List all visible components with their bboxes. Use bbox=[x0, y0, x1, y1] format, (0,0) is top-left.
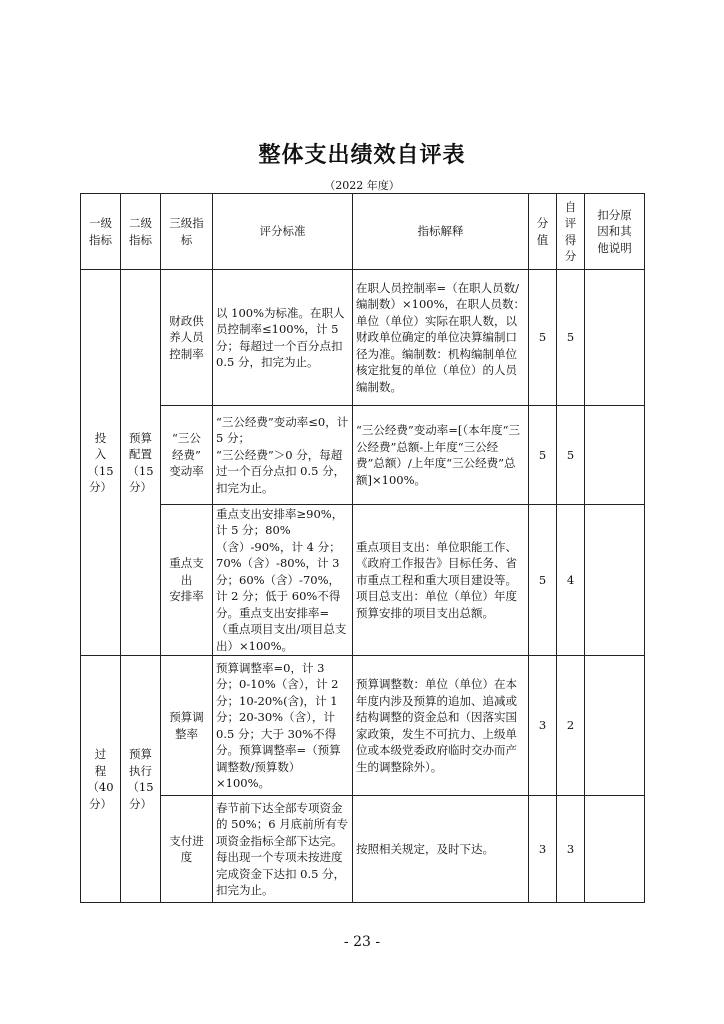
header-self-score: 自 评 得 分 bbox=[557, 194, 585, 270]
document-subtitle: （2022 年度） bbox=[324, 179, 400, 192]
table-row bbox=[81, 406, 645, 505]
self-score-cell: 3 bbox=[557, 796, 585, 903]
score-cell: 5 bbox=[529, 505, 557, 656]
level3-cell: “三公 经费” 变动率 bbox=[161, 406, 213, 505]
self-score-cell: 2 bbox=[557, 656, 585, 796]
header-explanation: 指标解释 bbox=[353, 194, 529, 270]
header-level1: 一级 指标 bbox=[81, 194, 121, 270]
note-cell bbox=[585, 656, 645, 796]
header-level3: 三级指 标 bbox=[161, 194, 213, 270]
explanation-cell: “三公经费”变动率=[（本年度“三公经费”总额-上年度“三公经费”总额）/上年度“三公经费”总额]×100%。 bbox=[353, 406, 529, 505]
explanation-cell: 按照相关规定，及时下达。 bbox=[353, 796, 529, 903]
standard-cell: 春节前下达全部专项资金的 50%；6 月底前所有专项资金指标全部下达完。每出现一个专项未按进度完成资金下达扣 0.5 分，扣完为止。 bbox=[213, 796, 353, 903]
standard-cell: 以 100%为标准。在职人员控制率≤100%，计 5 分；每超过一个百分点扣 0.5 分，扣完为止。 bbox=[213, 270, 353, 406]
note-cell bbox=[585, 270, 645, 406]
document-title: 整体支出绩效自评表 bbox=[258, 142, 466, 168]
level1-cell: 过 程 （40 分） bbox=[81, 656, 121, 903]
score-cell: 3 bbox=[529, 656, 557, 796]
level3-cell: 支付进 度 bbox=[161, 796, 213, 903]
level3-cell: 预算调 整率 bbox=[161, 656, 213, 796]
self-score-cell: 5 bbox=[557, 270, 585, 406]
score-cell: 3 bbox=[529, 796, 557, 903]
note-cell bbox=[585, 796, 645, 903]
standard-cell: 重点支出安排率≥90%，计 5 分；80%（含）-90%，计 4 分；70%（含）-80%，计 3 分；60%（含）-70%，计 2 分；低于 60%不得分。重点支出安排率=（重点项目支出/项目总支出）×100%。 bbox=[213, 505, 353, 656]
level3-cell: 重点支 出 安排率 bbox=[161, 505, 213, 656]
table-row bbox=[81, 505, 645, 656]
page-number: - 23 - bbox=[343, 934, 381, 950]
level2-cell: 预算 执行 （15 分） bbox=[121, 656, 161, 903]
evaluation-table bbox=[80, 193, 645, 903]
level2-cell: 预算 配置 （15 分） bbox=[121, 270, 161, 656]
header-level2: 二级 指标 bbox=[121, 194, 161, 270]
note-cell bbox=[585, 406, 645, 505]
self-score-cell: 4 bbox=[557, 505, 585, 656]
header-note: 扣分原 因和其 他说明 bbox=[585, 194, 645, 270]
header-score: 分 值 bbox=[529, 194, 557, 270]
explanation-cell: 预算调整数：单位（单位）在本年度内涉及预算的追加、追减或结构调整的资金总和（因落实国家政策，发生不可抗力、上级单位或本级党委政府临时交办而产生的调整除外）。 bbox=[353, 656, 529, 796]
standard-cell: “三公经费”变动率≤0，计 5 分； “三公经费”＞0 分，每超过一个百分点扣 0.5 分，扣完为止。 bbox=[213, 406, 353, 505]
note-cell bbox=[585, 505, 645, 656]
standard-cell: 预算调整率=0，计 3 分；0-10%（含），计 2 分；10-20%(含)，计 1 分；20-30%（含），计 0.5 分；大于 30%不得分。预算调整率=（预算调整数/预算数）×100%。 bbox=[213, 656, 353, 796]
explanation-cell: 重点项目支出：单位职能工作、《政府工作报告》目标任务、省市重点工程和重大项目建设等。项目总支出：单位（单位）年度预算安排的项目支出总额。 bbox=[353, 505, 529, 656]
score-cell: 5 bbox=[529, 270, 557, 406]
level3-cell: 财政供 养人员 控制率 bbox=[161, 270, 213, 406]
score-cell: 5 bbox=[529, 406, 557, 505]
table-row bbox=[81, 796, 645, 903]
header-row bbox=[81, 194, 645, 270]
level1-cell: 投 入 （15 分） bbox=[81, 270, 121, 656]
table-row bbox=[81, 270, 645, 406]
header-standard: 评分标准 bbox=[213, 194, 353, 270]
explanation-cell: 在职人员控制率=（在职人员数/编制数）×100%，在职人员数：单位（单位）实际在职人数，以财政单位确定的单位决算编制口径为准。编制数：机构编制单位核定批复的单位（单位）的人员编制数。 bbox=[353, 270, 529, 406]
table-row bbox=[81, 656, 645, 796]
self-score-cell: 5 bbox=[557, 406, 585, 505]
